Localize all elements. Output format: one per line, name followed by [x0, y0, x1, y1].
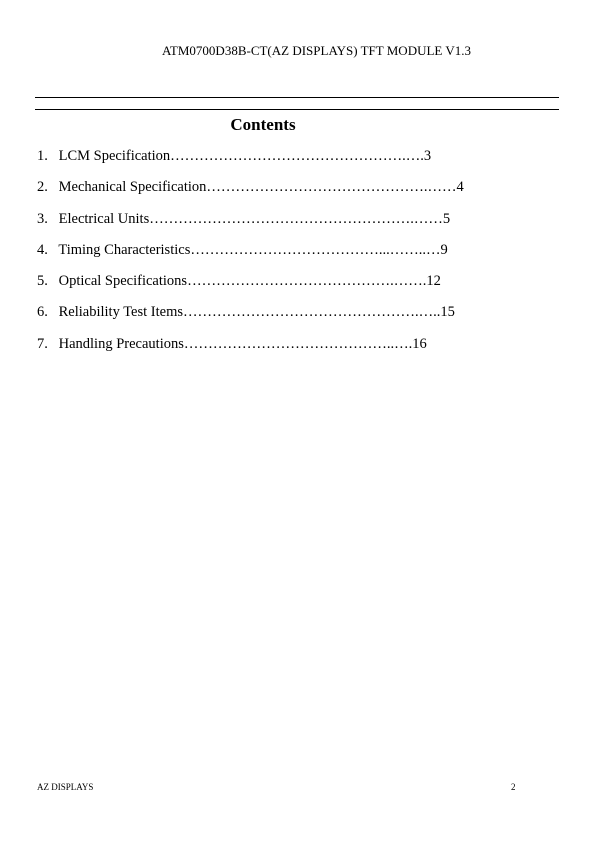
- toc-item-reliability-test-items[interactable]: [37, 302, 464, 333]
- toc-item-text: Electrical Units……………………………………………….……5: [58, 210, 451, 227]
- header-rule-top: [35, 97, 559, 98]
- toc-item-number: 5.: [37, 273, 48, 290]
- toc-item-handling-precautions[interactable]: [37, 334, 464, 365]
- toc-item-timing-characteristics[interactable]: [37, 240, 464, 271]
- toc-item-text: LCM Specification………………………………………….….3: [58, 148, 432, 164]
- toc-item-number: 1.: [37, 148, 48, 164]
- toc-item-text: Reliability Test Items………………………………………….…..15: [58, 304, 455, 321]
- toc-item-text: Mechanical Specification……………………………………….……4: [58, 179, 464, 196]
- contents-title: Contents: [230, 115, 296, 134]
- toc-item-text: Timing Characteristics…………………………………...……..…9: [58, 241, 448, 258]
- toc-item-number: 2.: [37, 179, 48, 196]
- footer-page-number: 2: [511, 782, 516, 792]
- table-of-contents: [37, 146, 464, 365]
- toc-item-optical-specifications[interactable]: [37, 271, 464, 302]
- toc-item-mechanical-specification[interactable]: [37, 177, 464, 208]
- footer-company: AZ DISPLAYS: [37, 782, 94, 792]
- toc-item-number: 3.: [37, 210, 48, 227]
- header-rule-bottom: [35, 109, 559, 110]
- toc-item-number: 4.: [37, 241, 48, 258]
- toc-item-electrical-units[interactable]: [37, 209, 464, 240]
- page-header-title: ATM0700D38B-CT(AZ DISPLAYS) TFT MODULE V1.3: [161, 43, 472, 58]
- toc-item-number: 6.: [37, 304, 48, 321]
- toc-item-text: Handling Precautions……………………………………..….16: [58, 335, 427, 352]
- toc-item-number: 7.: [37, 335, 48, 352]
- toc-item-text: Optical Specifications…………………………………….…….12: [58, 273, 441, 290]
- toc-item-lcm-specification[interactable]: [37, 146, 464, 177]
